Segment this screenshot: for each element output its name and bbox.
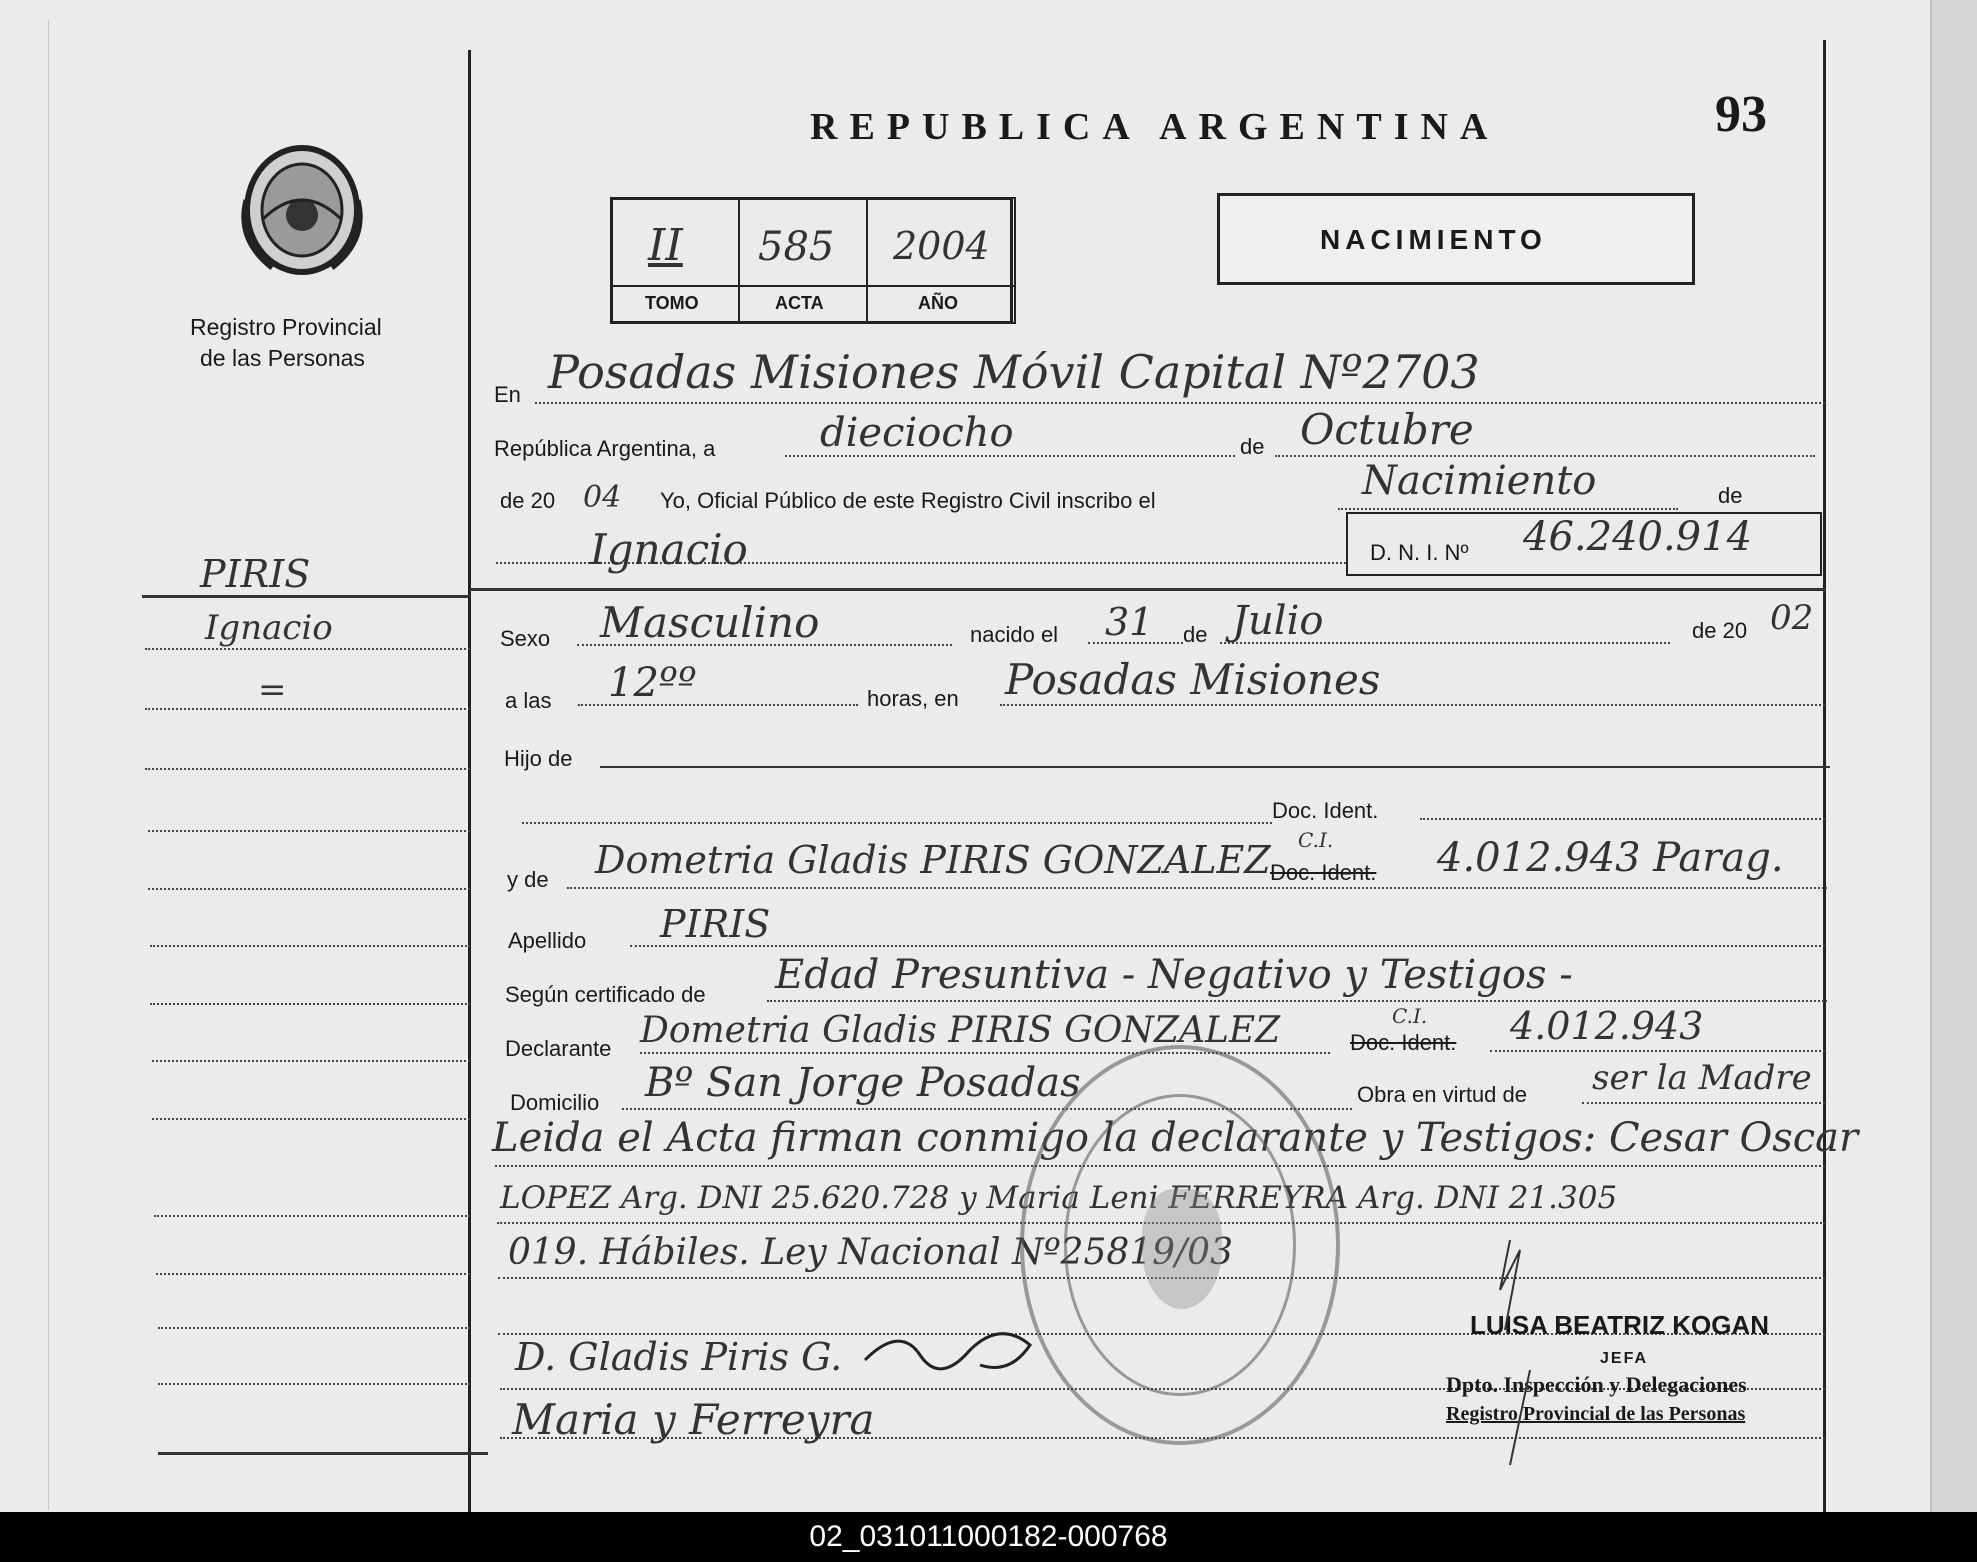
margin-line-12 xyxy=(158,1327,470,1329)
record-type-box xyxy=(1217,193,1695,285)
official-signature-icon xyxy=(1480,1230,1560,1470)
segun-label: Según certificado de xyxy=(505,982,706,1007)
declarante-label: Declarante xyxy=(505,1036,612,1061)
margin-line-5 xyxy=(148,888,470,890)
official-name: LUISA BEATRIZ KOGAN xyxy=(1470,1310,1769,1340)
ano-value: 2004 xyxy=(893,224,990,268)
margin-surname: PIRIS xyxy=(200,552,311,596)
registry-name-line1: Registro Provincial xyxy=(190,314,382,340)
birth-month-prefix: de xyxy=(1183,622,1208,647)
horas-label: horas, en xyxy=(867,686,959,711)
birth-place-value: Posadas Misiones xyxy=(1005,655,1381,704)
page-number: 93 xyxy=(1715,86,1767,143)
dni-label: D. N. I. Nº xyxy=(1370,540,1469,565)
margin-line-14 xyxy=(158,1452,488,1455)
a-las-label: a las xyxy=(505,688,552,713)
event-suffix: de xyxy=(1718,483,1743,508)
father-line-2 xyxy=(522,822,1272,824)
dni-value: 46.240.914 xyxy=(1523,514,1753,560)
place-value: Posadas Misiones Móvil Capital Nº2703 xyxy=(548,345,1480,399)
en-label: En xyxy=(494,382,521,407)
birth-day-value: 31 xyxy=(1105,600,1154,644)
margin-rule xyxy=(142,595,470,598)
margin-line-4 xyxy=(148,830,470,832)
section-rule xyxy=(470,588,1826,591)
record-number-box xyxy=(610,197,1013,324)
declarante-doc-label: Doc. Ident. xyxy=(1350,1030,1457,1055)
hijo-line xyxy=(600,766,1830,768)
margin-line-1 xyxy=(145,648,470,650)
margin-given-name: Ignacio xyxy=(205,608,333,648)
record-type: NACIMIENTO xyxy=(1320,224,1547,255)
tomo-value: II xyxy=(648,220,683,271)
month-line xyxy=(1275,455,1815,457)
margin-line-13 xyxy=(158,1383,470,1385)
acta-value: 585 xyxy=(758,224,835,270)
sexo-value: Masculino xyxy=(600,598,820,647)
margin-line-8 xyxy=(152,1060,470,1062)
event-line xyxy=(1338,508,1678,510)
official-seal xyxy=(1020,1045,1340,1445)
apellido-line xyxy=(630,945,1825,947)
birth-year-prefix: de 20 xyxy=(1692,618,1748,643)
official-dept: Dpto. Inspección y Delegaciones xyxy=(1446,1372,1747,1397)
mother-doc-label: Doc. Ident. xyxy=(1270,860,1377,885)
obra-value: ser la Madre xyxy=(1592,1058,1812,1098)
declarante-doc-line xyxy=(1490,1050,1825,1052)
margin-line-11 xyxy=(156,1273,470,1275)
father-doc-label: Doc. Ident. xyxy=(1272,798,1379,823)
right-border xyxy=(1823,40,1826,1512)
mother-doc-type: C.I. xyxy=(1298,828,1334,852)
margin-line-7 xyxy=(150,1003,470,1005)
leida-line-2: LOPEZ Arg. DNI 25.620.728 y Maria Leni FERREYRA Arg. DNI 21.305 xyxy=(500,1180,1618,1216)
name-value: Ignacio xyxy=(590,525,748,574)
coat-of-arms-icon xyxy=(232,140,372,285)
birth-place-line xyxy=(1000,704,1825,706)
y-de-label: y de xyxy=(507,867,549,892)
republica-label: República Argentina, a xyxy=(494,436,716,461)
margin-line-9 xyxy=(152,1118,470,1120)
page-title: REPUBLICA ARGENTINA xyxy=(810,106,1500,148)
hour-value: 12ºº xyxy=(608,660,697,706)
hijo-label: Hijo de xyxy=(504,746,573,771)
official-role: JEFA xyxy=(1600,1350,1649,1367)
segun-value: Edad Presuntiva - Negativo y Testigos - xyxy=(775,952,1573,998)
column-divider xyxy=(468,50,471,1512)
leida-line-3: 019. Hábiles. Ley Nacional Nº25819/03 xyxy=(508,1232,1233,1273)
margin-line-10 xyxy=(154,1215,470,1217)
signature-witness: Maria y Ferreyra xyxy=(512,1395,875,1444)
obra-line xyxy=(1582,1102,1825,1104)
mother-line xyxy=(567,887,1827,889)
day-value: dieciocho xyxy=(820,410,1014,456)
father-doc-line xyxy=(1420,818,1825,820)
domicilio-label: Domicilio xyxy=(510,1090,600,1115)
month-value: Octubre xyxy=(1300,405,1474,454)
yo-text: Yo, Oficial Público de este Registro Civil inscribo el xyxy=(660,488,1156,513)
event-value: Nacimiento xyxy=(1362,458,1597,504)
left-margin-line xyxy=(48,20,49,1510)
margin-line-2 xyxy=(145,708,470,710)
official-registry: Registro Provincial de las Personas xyxy=(1446,1403,1746,1425)
segun-line xyxy=(767,1000,1827,1002)
ano-label: AÑO xyxy=(918,293,958,313)
document-id: 02_031011000182-000768 xyxy=(809,1520,1168,1553)
declarante-doc-value: 4.012.943 xyxy=(1510,1004,1704,1048)
declarante-value: Dometria Gladis PIRIS GONZALEZ xyxy=(640,1010,1281,1051)
margin-line-3 xyxy=(145,768,470,770)
seal-emblem-icon xyxy=(1142,1189,1222,1309)
domicilio-value: Bº San Jorge Posadas xyxy=(645,1060,1081,1106)
mother-name: Dometria Gladis PIRIS GONZALEZ xyxy=(595,838,1271,882)
registry-name-line2: de las Personas xyxy=(200,345,365,371)
tomo-label: TOMO xyxy=(645,293,699,313)
apellido-value: PIRIS xyxy=(660,902,771,946)
month-prefix: de xyxy=(1240,434,1265,459)
apellido-label: Apellido xyxy=(508,928,587,953)
en-line xyxy=(535,402,1825,404)
page-edge xyxy=(1930,0,1977,1512)
dni-box xyxy=(1346,512,1822,576)
document-id-bar xyxy=(0,1512,1977,1562)
year-suffix: 04 xyxy=(583,480,622,515)
margin-line-6 xyxy=(150,945,470,947)
year-prefix: de 20 xyxy=(500,488,556,513)
leida-line-1: Leida el Acta firman conmigo la declarante y Testigos: Cesar Oscar xyxy=(492,1115,1859,1161)
birth-month-value: Julio xyxy=(1232,598,1324,644)
obra-label: Obra en virtud de xyxy=(1357,1082,1527,1107)
margin-mark: = xyxy=(258,670,287,710)
signature-declarant: D. Gladis Piris G. xyxy=(515,1335,843,1379)
acta-label: ACTA xyxy=(775,293,824,313)
birth-year-suffix: 02 xyxy=(1770,598,1814,638)
declarante-doc-type: C.I. xyxy=(1392,1004,1428,1028)
sexo-label: Sexo xyxy=(500,626,551,651)
nacido-label: nacido el xyxy=(970,622,1059,647)
mother-doc-value: 4.012.943 Parag. xyxy=(1437,835,1784,881)
signature-scribble-icon xyxy=(860,1315,1040,1385)
